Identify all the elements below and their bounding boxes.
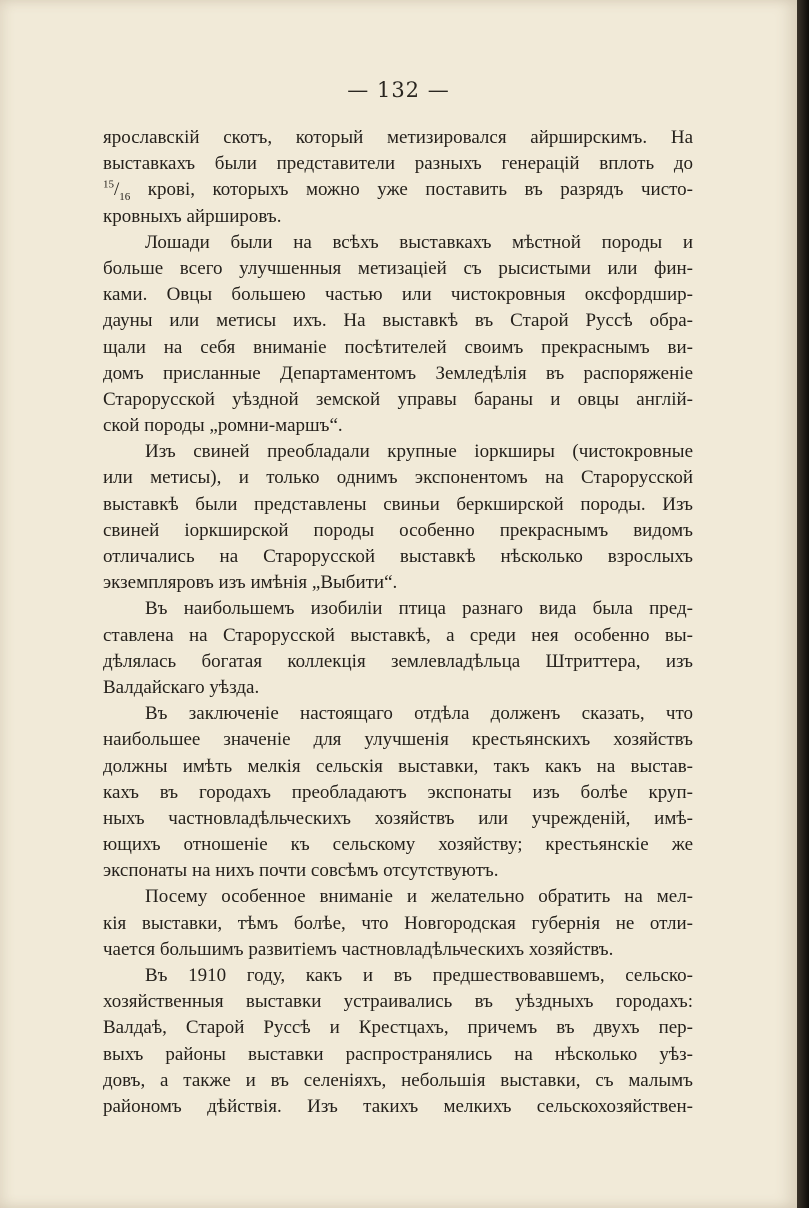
line-text: кровi, которыхъ можно уже поставить въ разрядъ чисто-: [147, 179, 694, 201]
page-edge-shadow: [797, 0, 809, 1208]
text-line: Старорусской уѣздной земской управы бараны и овцы англій-: [103, 388, 693, 410]
text-line: Въ наибольшемъ изобиліи птица разнаго вида была пред-: [145, 598, 693, 620]
text-line: должны имѣть мелкія сельскія выставки, такъ какъ на выстав-: [103, 755, 693, 777]
text-line: выставкахъ были представители разныхъ генерацій вплоть до: [103, 153, 693, 175]
text-line: кровныхъ айршировъ.: [103, 205, 282, 227]
text-line: кія выставки, тѣмъ болѣе, что Новгородская губернія не отли-: [103, 912, 693, 934]
text-line: ками. Овцы большею частью или чистокровныя оксфордшир-: [103, 284, 693, 306]
text-line: свиней іоркширской породы особенно прекраснымъ видомъ: [103, 519, 693, 541]
text-line: дѣлялась богатая коллекція землевладѣльца Штриттера, изъ: [103, 650, 693, 672]
text-line: экземпляровъ изъ имѣнія „Выбити“.: [103, 572, 398, 594]
text-line: выхъ районы выставки распространялись на нѣсколько уѣз-: [103, 1043, 693, 1065]
text-line: ставлена на Старорусской выставкѣ, а среди нея особенно вы-: [103, 624, 693, 646]
fraction-slash: /: [114, 179, 120, 201]
body-text: [103, 125, 693, 1120]
text-line: отличались на Старорусской выставкѣ нѣсколько взрослыхъ: [103, 546, 693, 567]
text-line: или метисы), и только однимъ экспонентомъ на Старорусской: [103, 467, 693, 489]
text-line: наибольшее значеніе для улучшенія крестьянскихъ хозяйствъ: [103, 729, 693, 751]
text-line: Лошади были на всѣхъ выставкахъ мѣстной породы и: [145, 231, 693, 253]
text-line: кахъ въ городахъ преобладаютъ экспонаты изъ болѣе круп-: [103, 781, 693, 803]
text-line: [103, 177, 693, 203]
text-line: ныхъ частновладѣльческихъ хозяйствъ или учрежденій, имѣ-: [103, 807, 693, 829]
text-line: щали на себя вниманіе посѣтителей своимъ прекраснымъ ви-: [103, 336, 693, 358]
text-line: ярославскій скотъ, который метизировался айрширскимъ. На: [103, 127, 693, 148]
text-line: выставкѣ были представлены свиньи беркширской породы. Изъ: [103, 493, 693, 515]
text-line: экспонаты на нихъ почти совсѣмъ отсутствуютъ.: [103, 860, 499, 882]
page-number: — 132 —: [347, 78, 450, 102]
text-line: домъ присланные Департаментомъ Земледѣлія въ распоряженіе: [103, 362, 693, 384]
text-line: довъ, а также и въ селеніяхъ, небольшія выставки, съ малымъ: [103, 1069, 693, 1091]
text-line: Въ 1910 году, какъ и въ предшествовавшемъ, сельско-: [145, 965, 693, 986]
text-line: Въ заключеніе настоящаго отдѣла долженъ сказать, что: [145, 703, 693, 725]
text-line: больше всего улучшенныя метизаціей съ рысистыми или фин-: [103, 257, 693, 279]
fraction-numerator: 15: [103, 179, 114, 192]
text-line: Изъ свиней преобладали крупные іоркширы (чистокровные: [145, 441, 693, 463]
text-line: ской породы „ромни-маршъ“.: [103, 415, 343, 437]
text-line: дауны или метисы ихъ. На выставкѣ въ Старой Руссѣ обра-: [103, 310, 693, 332]
fraction-denominator: 16: [119, 191, 131, 204]
text-line: райономъ дѣйствія. Изъ такихъ мелкихъ сельскохозяйствен-: [103, 1095, 693, 1117]
text-line: Посему особенное вниманіе и желательно обратить на мел-: [145, 886, 693, 908]
text-line: хозяйственныя выставки устраивались въ уѣздныхъ городахъ:: [103, 991, 693, 1013]
text-line: ющихъ отношеніе къ сельскому хозяйству; крестьянскіе же: [103, 834, 693, 856]
text-line: чается большимъ развитіемъ частновладѣльческихъ хозяйствъ.: [103, 938, 614, 960]
text-line: Валдайскаго уѣзда.: [103, 676, 260, 698]
text-line: Валдаѣ, Старой Руссѣ и Крестцахъ, причемъ въ двухъ пер-: [103, 1017, 693, 1039]
